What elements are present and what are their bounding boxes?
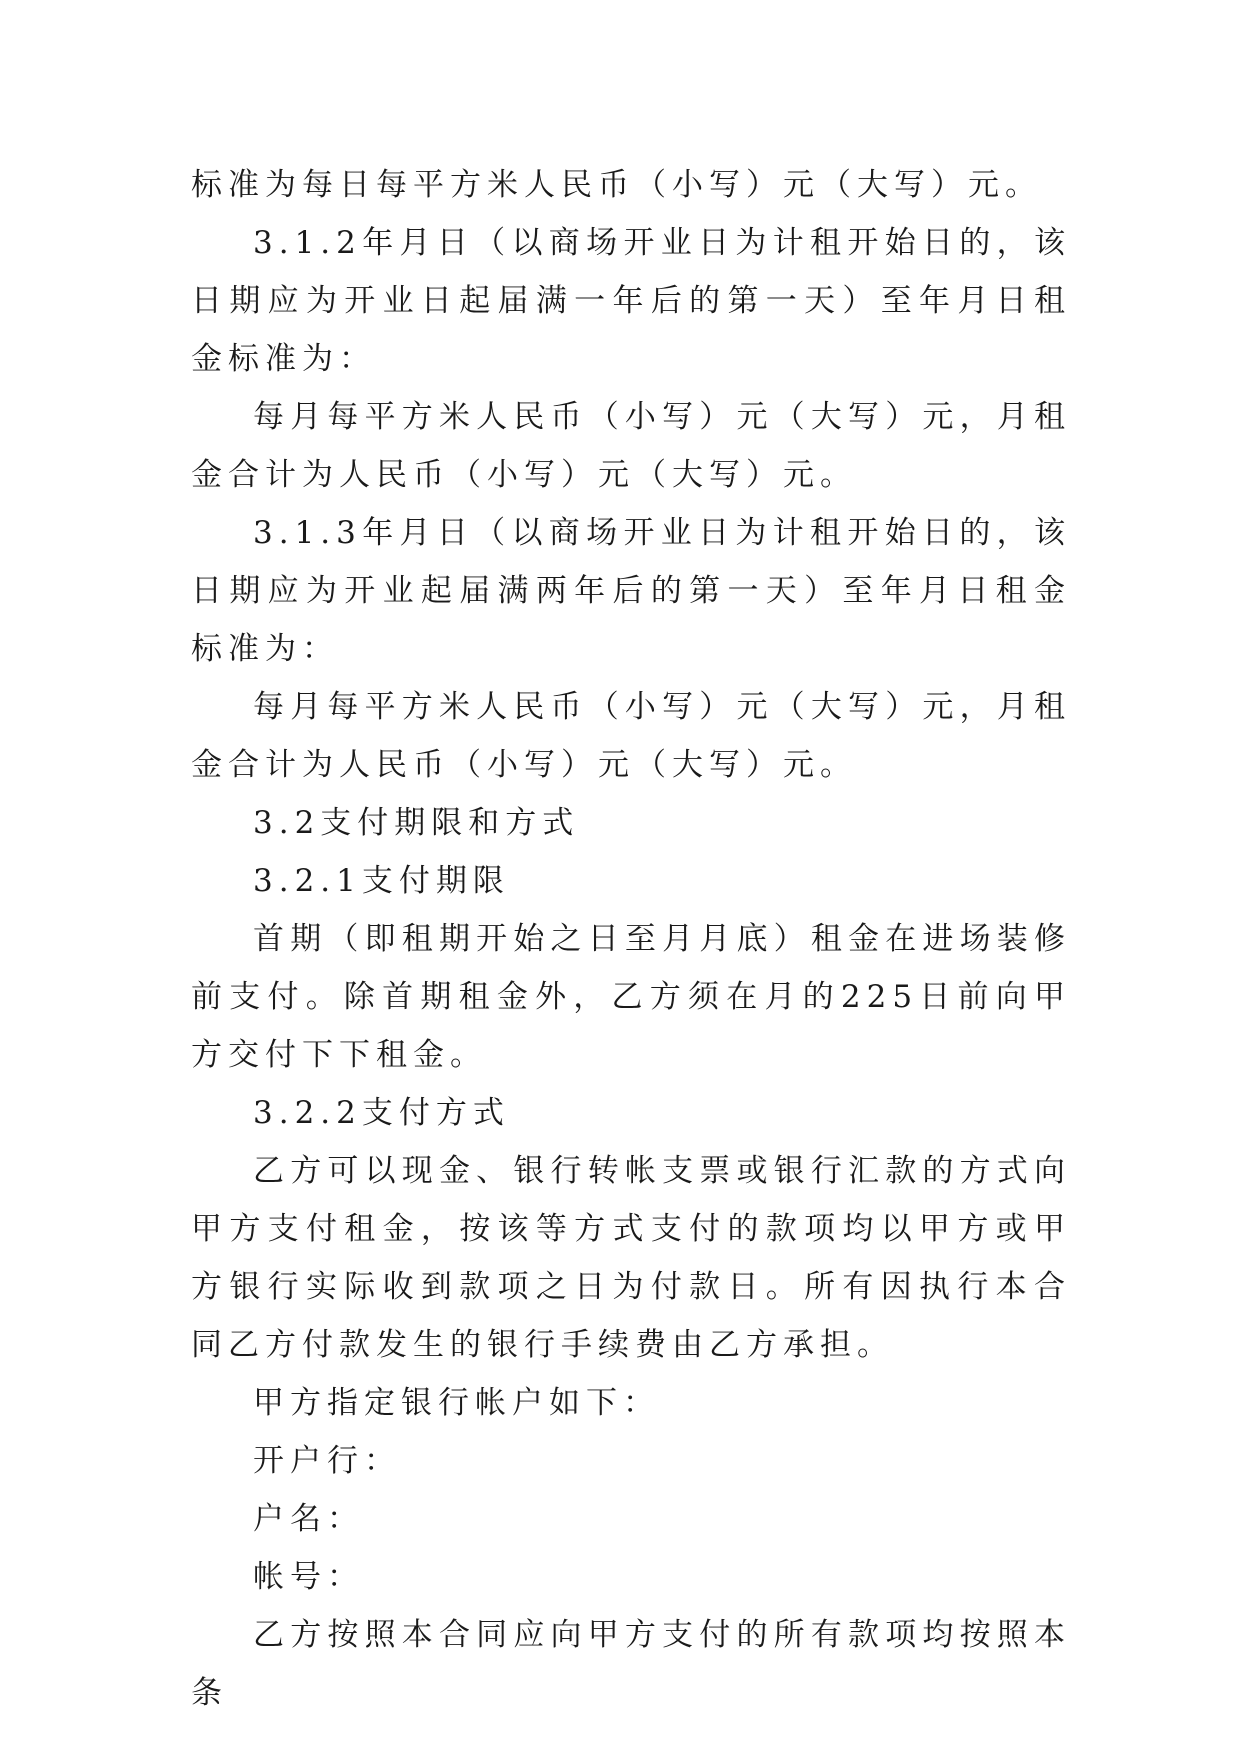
paragraph: 首期（即租期开始之日至月月底）租金在进场装修前支付。除首期租金外，乙方须在月的225日前向甲方交付下下租金。 <box>191 921 1071 1073</box>
account-number-label: 帐号： <box>253 1559 364 1595</box>
paragraph: 标准为每日每平方米人民币（小写）元（大写）元。 <box>191 167 1042 203</box>
subsection-heading: 3.2.2支付方式 <box>253 1095 510 1131</box>
paragraph: 乙方可以现金、银行转帐支票或银行汇款的方式向甲方支付租金，按该等方式支付的款项均以甲方或甲方银行实际收到款项之日为付款日。所有因执行本合同乙方付款发生的银行手续费由乙方承担。 <box>191 1153 1071 1363</box>
paragraph: 每月每平方米人民币（小写）元（大写）元，月租金合计为人民币（小写）元（大写）元。 <box>191 689 1071 783</box>
paragraph: 3.1.2年月日（以商场开业日为计租开始日的，该日期应为开业日起届满一年后的第一天）至年月日租金标准为： <box>191 225 1071 377</box>
account-name-label: 户名： <box>253 1501 364 1537</box>
bank-field-label: 开户行： <box>253 1443 401 1479</box>
paragraph: 每月每平方米人民币（小写）元（大写）元，月租金合计为人民币（小写）元（大写）元。 <box>191 399 1071 493</box>
paragraph: 甲方指定银行帐户如下： <box>253 1385 660 1421</box>
section-heading: 3.2支付期限和方式 <box>253 805 580 841</box>
paragraph: 3.1.3年月日（以商场开业日为计租开始日的，该日期应为开业起届满两年后的第一天）至年月日租金标准为： <box>191 515 1071 667</box>
document-body <box>191 156 1071 1722</box>
subsection-heading: 3.2.1支付期限 <box>253 863 510 899</box>
paragraph: 乙方按照本合同应向甲方支付的所有款项均按照本条 <box>191 1617 1071 1711</box>
